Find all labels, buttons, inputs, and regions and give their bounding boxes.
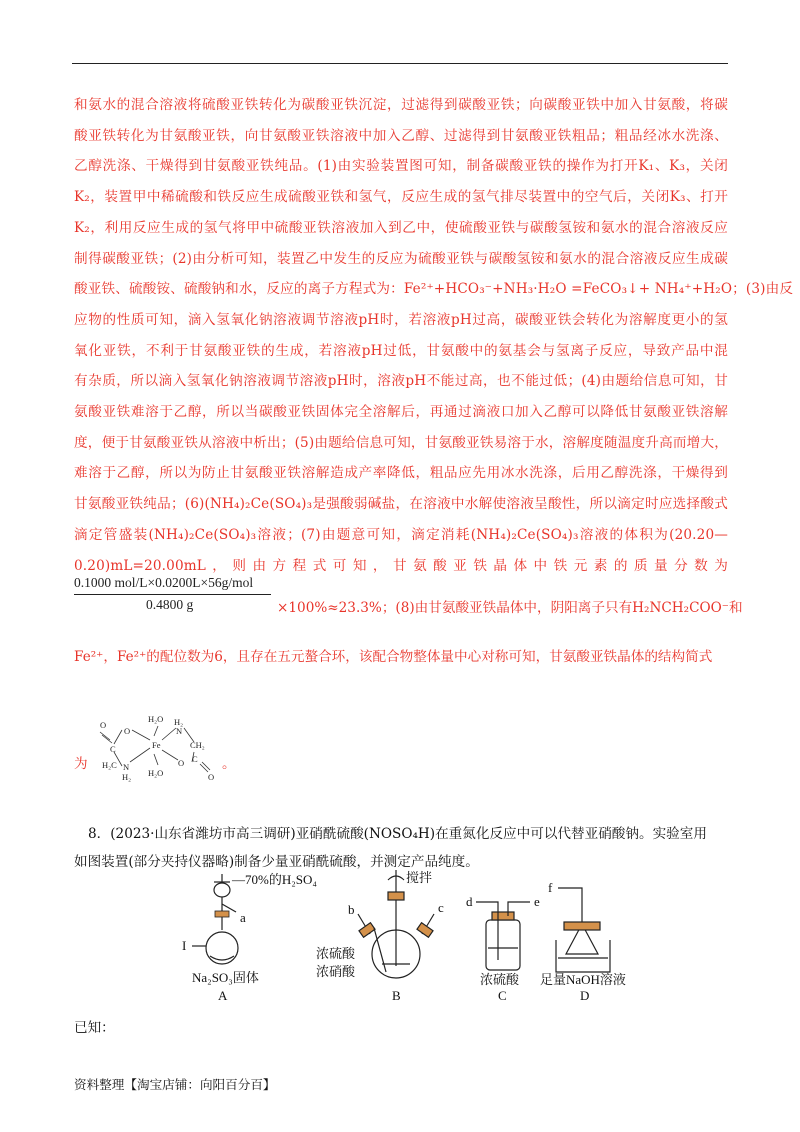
- footer-source: 资料整理【淘宝店铺：向阳百分百】: [74, 1077, 276, 1092]
- apparatus-c: [476, 902, 530, 970]
- solution-line: K₂，装置甲中稀硫酸和铁反应生成硫酸亚铁和氢气，反应生成的氢气排尽装置中的空气后，关闭K₃、打开: [74, 189, 728, 206]
- struct-ch2-right: CH₂: [190, 740, 205, 750]
- struct-h2o-top: H₂O: [148, 714, 164, 724]
- wei-text: 为: [74, 756, 88, 772]
- question-8-line2: 如图装置(部分夹持仪器略)制备少量亚硝酰硫酸，并测定产品纯度。: [74, 854, 479, 870]
- apparatus-c-port-e: e: [534, 894, 540, 909]
- solution-line: 0.20)mL=20.00mL，则由方程式可知，甘氨酸亚铁晶体中铁元素的质量分数为: [74, 557, 728, 574]
- question-8-line1: 8．(2023·山东省潍坊市高三调研)亚硝酰硫酸(NOSO₄H)在重氮化反应中可以代替亚硝酸钠。实验室用: [88, 826, 707, 842]
- solution-line: 应物的性质可知，滴入氢氧化钠溶液调节溶液pH时，若溶液pH过高，碳酸亚铁会转化为溶解度更小的氢: [74, 311, 728, 328]
- struct-o3: O: [178, 758, 185, 768]
- struct-n-top: N: [176, 726, 183, 736]
- struct-o2: O: [124, 726, 131, 736]
- solution-line: 氧化亚铁，不利于甘氨酸亚铁的生成，若溶液pH过低，甘氨酸中的氨基会与氢离子反应，导致产品中混: [74, 342, 728, 359]
- struct-fe: Fe: [152, 740, 161, 750]
- struct-n-top-h: H₂: [174, 717, 184, 727]
- apparatus-a-acid: —70%的H₂SO₄: [232, 872, 317, 887]
- apparatus-b-acid2: 浓硝酸: [316, 964, 356, 979]
- apparatus-c-liquid: 浓硫酸: [480, 972, 520, 987]
- solution-line: 酸亚铁、硫酸铵、硫酸钠和水，反应的离子方程式为：Fe²⁺+HCO₃⁻+NH₃·H₂O =FeCO₃↓+ NH₄⁺+H₂O；(3)由反: [74, 281, 794, 298]
- end-dot: 。: [222, 756, 236, 772]
- apparatus-d: [556, 888, 610, 972]
- glycinate-structure: [98, 710, 218, 790]
- struct-n-bottom-h: H₂: [122, 772, 132, 782]
- struct-c1: C: [110, 744, 116, 754]
- solution-line: 难溶于乙醇，所以为防止甘氨酸亚铁溶解造成产率降低，粗品应先用冰水洗涤，后用乙醇洗涤，干燥得到: [74, 465, 728, 482]
- solution-line: 酸亚铁转化为甘氨酸亚铁，向甘氨酸亚铁溶液中加入乙醇、过滤得到甘氨酸亚铁粗品；粗品经冰水洗涤、: [74, 127, 728, 144]
- apparatus-a-side: I: [182, 938, 187, 953]
- apparatus-d-label: D: [580, 988, 590, 1003]
- solution-line: 有杂质，所以滴入氢氧化钠溶液调节溶液pH时，溶液pH不能过高，也不能过低；(4)由题给信息可知，甘: [74, 373, 728, 390]
- fraction-bar: [74, 594, 271, 595]
- known-label: 已知：: [74, 1020, 115, 1036]
- apparatus-b-port-b: b: [348, 902, 355, 917]
- apparatus-b-stir: 搅拌: [406, 870, 433, 885]
- solution-line: K₂，利用反应生成的氢气将甲中硫酸亚铁溶液加入到乙中，使硫酸亚铁与碳酸氢铵和氨水的混合溶液反应: [74, 219, 728, 236]
- apparatus-b-label: B: [392, 988, 401, 1003]
- apparatus-b-acid1: 浓硫酸: [316, 946, 356, 961]
- apparatus-a-stopper: [215, 911, 229, 917]
- solution-line: 和氨水的混合溶液将硫酸亚铁转化为碳酸亚铁沉淀，过滤得到碳酸亚铁；向碳酸亚铁中加入甘氨酸，将碳: [74, 97, 728, 113]
- apparatus-b-port-c: c: [438, 900, 444, 915]
- apparatus-a-port: a: [240, 910, 246, 925]
- struct-n-bottom: N: [123, 762, 130, 772]
- apparatus-c-label: C: [498, 988, 507, 1003]
- apparatus-a: [192, 874, 238, 964]
- apparatus-a-label: A: [218, 988, 228, 1003]
- apparatus-d-port-f: f: [548, 880, 553, 895]
- struct-h2o-bottom: H₂O: [148, 768, 164, 778]
- apparatus-d-liquid: 足量NaOH溶液: [540, 972, 626, 987]
- apparatus-c-port-d: d: [466, 894, 473, 909]
- solution-line: 甘氨酸亚铁纯品；(6)(NH₄)₂Ce(SO₄)₃是强酸弱碱盐，在溶液中水解使溶液呈酸性，所以滴定时应选择酸式: [74, 496, 728, 513]
- solution-text: [74, 90, 794, 581]
- solution-line: 氨酸亚铁难溶于乙醇，所以当碳酸亚铁固体完全溶解后，再通过滴液口加入乙醇可以降低甘氨酸亚铁溶解: [74, 404, 728, 421]
- fraction-numerator: 0.1000 mol/L×0.0200L×56g/mol: [74, 575, 254, 590]
- struct-ch2-left: H₂C: [102, 760, 117, 770]
- struct-c2: C: [192, 754, 198, 764]
- solution-line: 乙醇洗涤、干燥得到甘氨酸亚铁纯品。(1)由实验装置图可知，制备碳酸亚铁的操作为打开K₁、K₃，关闭: [74, 158, 728, 175]
- solution-line: 度，便于甘氨酸亚铁从溶液中析出；(5)由题给信息可知，甘氨酸亚铁易溶于水，溶解度随温度升高而增大，: [74, 434, 728, 451]
- solution-line: 滴定管盛装(NH₄)₂Ce(SO₄)₃溶液；(7)由题意可知，滴定消耗(NH₄)₂Ce(SO₄)₃溶液的体积为(20.20—: [74, 526, 728, 543]
- fe-line: Fe²⁺，Fe²⁺的配位数为6，且存在五元螯合环，该配合物整体量中心对称可知，甘氨酸亚铁晶体的结构简式: [74, 649, 713, 665]
- solution-line: 制得碳酸亚铁；(2)由分析可知，装置乙中发生的反应为硫酸亚铁与碳酸氢铵和氨水的混合溶液反应生成碳: [74, 250, 728, 267]
- struct-o1: O: [100, 720, 107, 730]
- apparatus-a-solid: Na₂SO₃固体: [192, 970, 259, 985]
- fraction-denominator: 0.4800 g: [146, 597, 194, 612]
- after-fraction-text: ×100%≈23.3%；(8)由甘氨酸亚铁晶体中，阴阳离子只有H₂NCH₂COO⁻和: [277, 600, 743, 616]
- apparatus-diagram: [170, 868, 650, 1008]
- struct-o4: O: [208, 772, 215, 782]
- header-rule: [72, 63, 728, 64]
- apparatus-b: [358, 870, 434, 978]
